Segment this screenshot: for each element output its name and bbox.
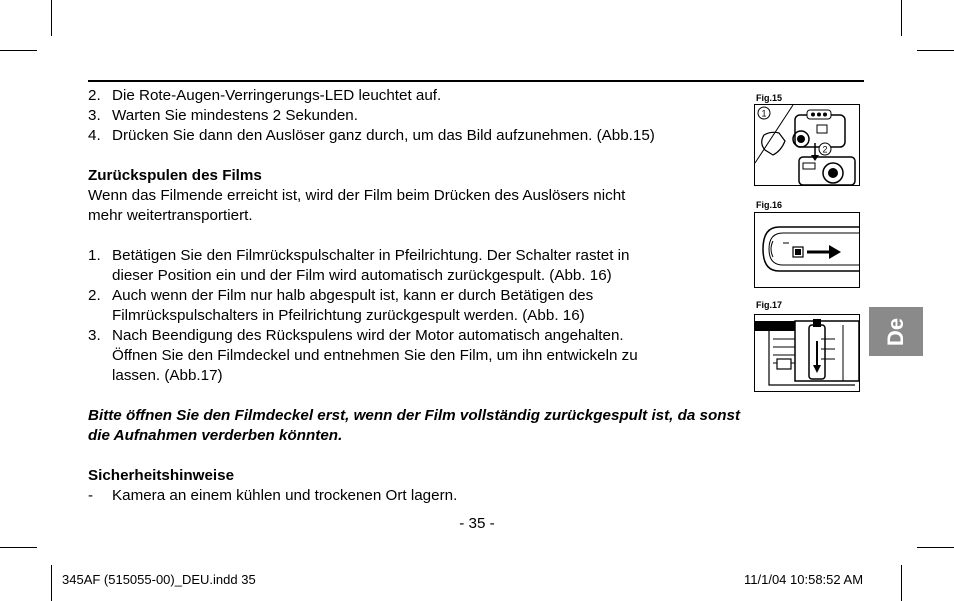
camera-shutter-illustration <box>755 105 859 185</box>
list-number: 2. <box>88 87 101 104</box>
language-tab-label: De <box>883 317 908 346</box>
paragraph-line: mehr weitertransportiert. <box>88 207 253 224</box>
list-text: Warten Sie mindestens 2 Sekunden. <box>112 107 358 124</box>
list-number: 3. <box>88 327 101 344</box>
header-rule <box>88 80 864 82</box>
warning-text: Bitte öffnen Sie den Filmdeckel erst, wenn der Film vollständig zurückgespult ist, da sonst <box>88 407 741 424</box>
page-number: - 35 - <box>459 515 495 532</box>
crop-mark <box>917 50 954 51</box>
list-text: Öffnen Sie den Filmdeckel und entnehmen Sie den Film, um ihn entwickeln zu <box>112 347 638 364</box>
list-item <box>88 106 812 126</box>
list-number: 3. <box>88 107 101 124</box>
section-heading: Zurückspulen des Films <box>88 167 262 184</box>
section-heading: Sicherheitshinweise <box>88 467 235 484</box>
footer-filename: 345AF (515055-00)_DEU.indd 35 <box>62 572 256 587</box>
figure-16 <box>754 212 860 288</box>
crop-mark <box>0 50 37 51</box>
list-item <box>88 486 748 506</box>
list-text: Kamera an einem kühlen und trockenen Ort lagern. <box>112 487 458 504</box>
figure-label: Fig.16 <box>756 200 783 210</box>
fig15-mark-2: 2 <box>822 144 828 155</box>
list-text: Auch wenn der Film nur halb abgespult ist, kann er durch Betätigen des <box>112 287 594 304</box>
film-door-illustration <box>755 315 859 391</box>
page-content <box>88 86 748 506</box>
list-number: 4. <box>88 127 101 144</box>
rewind-switch-illustration <box>755 213 859 287</box>
list-item <box>88 86 812 106</box>
crop-mark <box>917 547 954 548</box>
list-text: dieser Position ein und der Film wird automatisch zurückgespult. (Abb. 16) <box>112 267 612 284</box>
list-item <box>88 286 748 326</box>
crop-mark <box>901 565 902 601</box>
list-item <box>88 246 748 286</box>
list-item <box>88 126 812 146</box>
list-text: Filmrückspulschalters in Pfeilrichtung zurückgespult werden. (Abb. 16) <box>112 307 585 324</box>
crop-mark <box>0 547 37 548</box>
crop-mark <box>901 0 902 36</box>
list-text: Nach Beendigung des Rückspulens wird der Motor automatisch angehalten. <box>112 327 624 344</box>
paragraph-line: Wenn das Filmende erreicht ist, wird der Film beim Drücken des Auslösers nicht <box>88 187 626 204</box>
list-number: 1. <box>88 247 101 264</box>
figure-label: Fig.15 <box>756 93 783 103</box>
list-number: 2. <box>88 287 101 304</box>
language-tab <box>869 307 923 356</box>
list-text: Betätigen Sie den Filmrückspulschalter in Pfeilrichtung. Der Schalter rastet in <box>112 247 630 264</box>
fig15-mark-1: 1 <box>761 108 767 119</box>
list-text: Drücken Sie dann den Auslöser ganz durch, um das Bild aufzunehmen. (Abb.15) <box>112 127 655 144</box>
figure-15 <box>754 104 860 186</box>
list-text: lassen. (Abb.17) <box>112 367 223 384</box>
footer-timestamp: 11/1/04 10:58:52 AM <box>744 572 864 587</box>
list-bullet: - <box>88 487 94 504</box>
list-text: Die Rote-Augen-Verringerungs-LED leuchtet auf. <box>112 87 442 104</box>
crop-mark <box>51 0 52 36</box>
crop-mark <box>51 565 52 601</box>
figure-17 <box>754 314 860 392</box>
figure-label: Fig.17 <box>756 300 783 310</box>
warning-text: die Aufnahmen verderben könnten. <box>88 427 343 444</box>
list-item <box>88 326 748 386</box>
